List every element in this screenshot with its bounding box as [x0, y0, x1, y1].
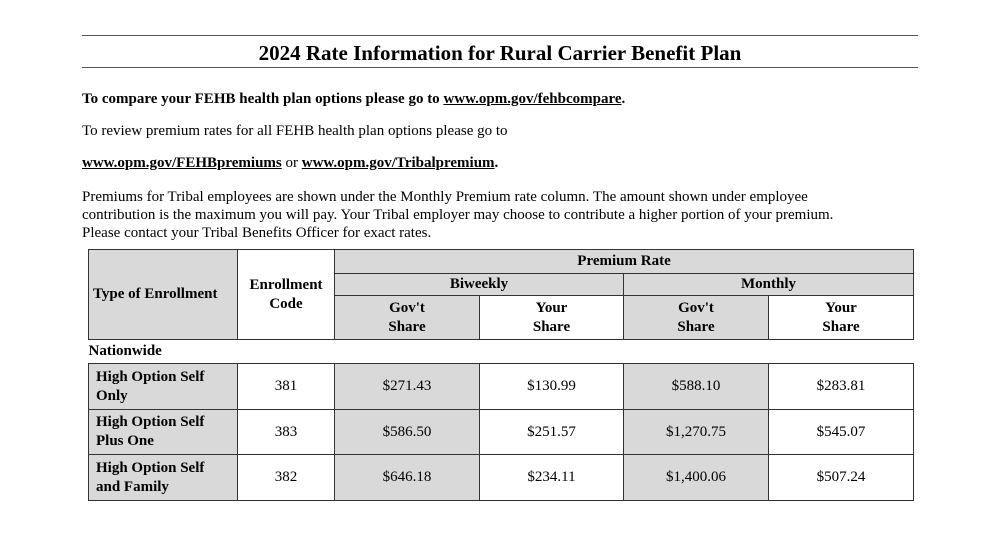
table-row — [89, 364, 914, 410]
monthly-your-share-cell: $283.81 — [769, 364, 914, 410]
enrollment-type-line2: Only — [96, 387, 128, 404]
header-monthly-your-share — [769, 296, 914, 340]
top-rule — [82, 35, 918, 36]
page-title: 2024 Rate Information for Rural Carrier Benefit Plan — [258, 41, 742, 65]
enrollment-type-line1: High Option Self — [96, 459, 205, 476]
enrollment-type-line1: High Option Self — [96, 414, 205, 430]
enrollment-code-cell: 382 — [238, 455, 335, 501]
compare-period: . — [621, 91, 626, 107]
enrollment-type-line1: High Option Self — [96, 368, 205, 385]
fehb-compare-link[interactable]: www.opm.gov/fehbcompare — [443, 91, 622, 107]
title-underline-rule — [82, 67, 918, 68]
biweekly-gov-share-cell: $271.43 — [335, 364, 480, 410]
header-share-label: Share — [677, 318, 715, 335]
header-premium-rate: Premium Rate — [335, 250, 914, 274]
enrollment-code-cell: 383 — [238, 410, 335, 455]
header-enrollment-code-line2: Code — [269, 295, 303, 312]
header-gov-label: Gov't — [389, 299, 425, 316]
header-your-label: Your — [535, 299, 568, 316]
enrollment-type-cell — [89, 455, 238, 501]
enrollment-type-cell — [89, 364, 238, 410]
rates-table — [88, 249, 914, 501]
header-monthly-gov-share — [624, 296, 769, 340]
monthly-your-share-cell: $507.24 — [769, 455, 914, 501]
header-gov-label: Gov't — [678, 299, 714, 316]
header-biweekly-your-share — [480, 296, 624, 340]
header-share-label: Share — [388, 318, 426, 335]
or-text: or — [281, 155, 302, 171]
fehb-premiums-link[interactable]: www.opm.gov/FEHBpremiums — [82, 155, 282, 171]
table-row — [89, 410, 914, 455]
biweekly-your-share-cell: $234.11 — [480, 455, 624, 501]
links-period: . — [494, 155, 499, 171]
enrollment-type-cell — [89, 410, 238, 455]
header-your-label: Your — [825, 299, 857, 316]
biweekly-your-share-cell: $251.57 — [480, 410, 624, 455]
enrollment-type-line2: and Family — [96, 478, 169, 495]
biweekly-gov-share-cell: $646.18 — [335, 455, 480, 501]
header-biweekly: Biweekly — [335, 274, 624, 296]
header-monthly: Monthly — [624, 274, 914, 296]
monthly-gov-share-cell: $1,270.75 — [624, 410, 769, 455]
header-enrollment-code — [238, 250, 335, 340]
monthly-your-share-cell: $545.07 — [769, 410, 914, 455]
section-label-nationwide: Nationwide — [89, 340, 914, 364]
header-type-of-enrollment: Type of Enrollment — [89, 250, 238, 340]
tribal-note — [82, 188, 922, 242]
compare-paragraph — [82, 90, 922, 108]
enrollment-type-line2: Plus One — [96, 433, 154, 449]
tribal-note-line-2: contribution is the maximum you will pay. Your Tribal employer may choose to contribute a higher portion of your premium. — [82, 207, 834, 223]
enrollment-code-cell: 381 — [238, 364, 335, 410]
tribal-note-line-1: Premiums for Tribal employees are shown under the Monthly Premium rate column. The amount shown under employee — [82, 189, 808, 205]
compare-text: To compare your FEHB health plan options please go to — [82, 91, 444, 107]
tribal-note-line-3: Please contact your Tribal Benefits Officer for exact rates. — [82, 225, 432, 241]
premium-links-line — [82, 154, 922, 172]
table-row — [89, 455, 914, 501]
monthly-gov-share-cell: $588.10 — [624, 364, 769, 410]
section-row-nationwide — [89, 340, 914, 364]
header-row-premium — [89, 250, 914, 274]
biweekly-your-share-cell: $130.99 — [480, 364, 624, 410]
header-biweekly-gov-share — [335, 296, 480, 340]
header-enrollment-code-line1: Enrollment — [249, 276, 323, 293]
tribal-premium-link[interactable]: www.opm.gov/Tribalpremium — [301, 155, 495, 171]
biweekly-gov-share-cell: $586.50 — [335, 410, 480, 455]
monthly-gov-share-cell: $1,400.06 — [624, 455, 769, 501]
header-share-label: Share — [822, 318, 860, 335]
header-share-label: Share — [532, 318, 571, 335]
review-paragraph: To review premium rates for all FEHB health plan options please go to — [82, 123, 508, 139]
